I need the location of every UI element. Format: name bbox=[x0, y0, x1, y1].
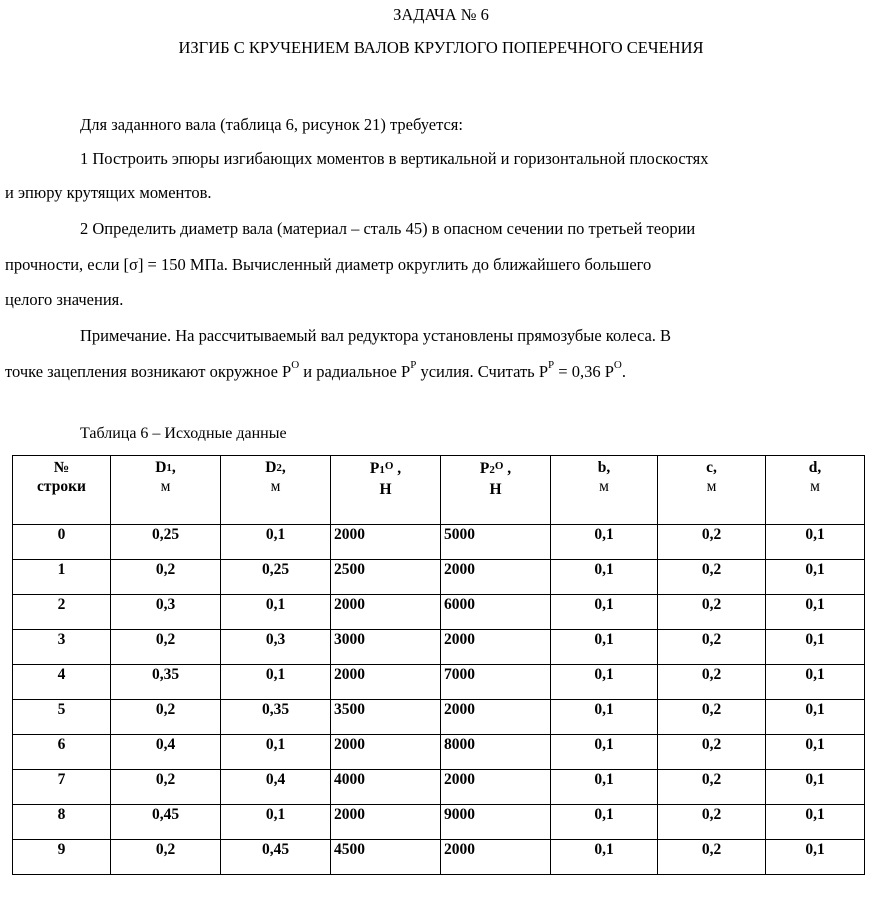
table-cell: 5000 bbox=[441, 525, 551, 560]
header-b: b, м bbox=[551, 456, 658, 525]
table-cell: 0,1 bbox=[766, 525, 865, 560]
table-cell: 9000 bbox=[441, 805, 551, 840]
table-cell: 0,3 bbox=[111, 595, 221, 630]
table-cell: 3000 bbox=[331, 630, 441, 665]
header-d: d, м bbox=[766, 456, 865, 525]
note-line-2: точке зацепления возникают окружное $P^O$ и радиальное $P^P$ усилия. Считать $P^P = 0,36$ $P^O$. bbox=[5, 359, 626, 381]
table-cell: 2000 bbox=[441, 630, 551, 665]
table-row bbox=[13, 595, 865, 630]
table-cell: 0,25 bbox=[111, 525, 221, 560]
row-number-cell: 6 bbox=[13, 735, 111, 770]
intro-text: Для заданного вала (таблица 6, рисунок 21) требуется: bbox=[80, 115, 463, 134]
table-cell: 0,1 bbox=[221, 805, 331, 840]
table-cell: 0,1 bbox=[551, 840, 658, 875]
table-cell: 2000 bbox=[441, 700, 551, 735]
source-data-table bbox=[12, 455, 865, 875]
table-cell: 0,4 bbox=[221, 770, 331, 805]
table-cell: 0,1 bbox=[766, 630, 865, 665]
table-row bbox=[13, 770, 865, 805]
table-cell: 4500 bbox=[331, 840, 441, 875]
table-cell: 2000 bbox=[331, 525, 441, 560]
table-cell: 0,35 bbox=[221, 700, 331, 735]
table-cell: 0,2 bbox=[111, 560, 221, 595]
table-cell: 6000 bbox=[441, 595, 551, 630]
item2-line-2: прочности, если [σ] = 150 МПа. Вычисленный диаметр округлить до ближайшего большего bbox=[5, 255, 652, 274]
table-row bbox=[13, 525, 865, 560]
table-row bbox=[13, 560, 865, 595]
table-cell: 0,2 bbox=[658, 630, 766, 665]
table-cell: 2000 bbox=[441, 560, 551, 595]
table-caption: Таблица 6 – Исходные данные bbox=[80, 425, 287, 442]
table-cell: 7000 bbox=[441, 665, 551, 700]
table-row bbox=[13, 840, 865, 875]
table-cell: 0,1 bbox=[766, 665, 865, 700]
table-row bbox=[13, 735, 865, 770]
table-cell: 0,2 bbox=[658, 665, 766, 700]
header-p1: $P_1^O$ , Н bbox=[331, 456, 441, 525]
table-cell: 2500 bbox=[331, 560, 441, 595]
table-header-row bbox=[13, 456, 865, 525]
table-cell: 2000 bbox=[331, 735, 441, 770]
note-line-1: Примечание. На рассчитываемый вал редуктора установлены прямозубые колеса. В bbox=[80, 326, 672, 345]
table-cell: 0,1 bbox=[551, 630, 658, 665]
table-cell: 0,1 bbox=[766, 560, 865, 595]
table-cell: 8000 bbox=[441, 735, 551, 770]
table-cell: 0,1 bbox=[766, 840, 865, 875]
table-cell: 0,1 bbox=[766, 770, 865, 805]
table-cell: 0,25 bbox=[221, 560, 331, 595]
table-cell: 0,45 bbox=[111, 805, 221, 840]
table-cell: 0,2 bbox=[658, 560, 766, 595]
table-cell: 0,1 bbox=[766, 700, 865, 735]
header-c: c, м bbox=[658, 456, 766, 525]
table-cell: 0,1 bbox=[221, 595, 331, 630]
table-cell: 4000 bbox=[331, 770, 441, 805]
table-cell: 0,2 bbox=[111, 630, 221, 665]
table-cell: 0,2 bbox=[658, 525, 766, 560]
table-row bbox=[13, 665, 865, 700]
table-row bbox=[13, 805, 865, 840]
table-cell: 0,1 bbox=[551, 700, 658, 735]
row-number-cell: 5 bbox=[13, 700, 111, 735]
topic-title: ИЗГИБ С КРУЧЕНИЕМ ВАЛОВ КРУГЛОГО ПОПЕРЕЧНОГО СЕЧЕНИЯ bbox=[178, 38, 704, 57]
table-cell: 0,4 bbox=[111, 735, 221, 770]
row-number-cell: 2 bbox=[13, 595, 111, 630]
table-cell: 0,1 bbox=[551, 665, 658, 700]
table-cell: 3500 bbox=[331, 700, 441, 735]
table-cell: 0,3 bbox=[221, 630, 331, 665]
header-row-number: № строки bbox=[13, 456, 111, 525]
table-cell: 0,2 bbox=[658, 840, 766, 875]
table-cell: 0,1 bbox=[221, 735, 331, 770]
table-cell: 0,2 bbox=[658, 805, 766, 840]
table-cell: 2000 bbox=[331, 595, 441, 630]
row-number-cell: 1 bbox=[13, 560, 111, 595]
table-cell: 0,1 bbox=[551, 770, 658, 805]
table-cell: 0,1 bbox=[551, 595, 658, 630]
table-cell: 2000 bbox=[441, 770, 551, 805]
table-cell: 0,1 bbox=[551, 560, 658, 595]
table-cell: 0,2 bbox=[658, 595, 766, 630]
table-cell: 0,1 bbox=[766, 735, 865, 770]
item1-line-2: и эпюру крутящих моментов. bbox=[5, 183, 212, 202]
item2-line-1: 2 Определить диаметр вала (материал – сталь 45) в опасном сечении по третьей теории bbox=[80, 219, 696, 238]
table-cell: 0,1 bbox=[551, 525, 658, 560]
header-p2: $P_2^O$ , Н bbox=[441, 456, 551, 525]
table-body bbox=[13, 525, 865, 875]
table-row bbox=[13, 630, 865, 665]
table-cell: 0,1 bbox=[551, 805, 658, 840]
header-d1: $D_1$, м bbox=[111, 456, 221, 525]
task-title: ЗАДАЧА № 6 bbox=[393, 5, 489, 24]
table-cell: 0,2 bbox=[111, 770, 221, 805]
table-cell: 0,1 bbox=[551, 735, 658, 770]
row-number-cell: 7 bbox=[13, 770, 111, 805]
table-cell: 0,1 bbox=[766, 805, 865, 840]
row-number-cell: 9 bbox=[13, 840, 111, 875]
row-number-cell: 3 bbox=[13, 630, 111, 665]
table-cell: 0,1 bbox=[221, 525, 331, 560]
table-cell: 0,45 bbox=[221, 840, 331, 875]
item1-line-1: 1 Построить эпюры изгибающих моментов в вертикальной и горизонтальной плоскостях bbox=[80, 149, 709, 168]
table-cell: 0,2 bbox=[658, 735, 766, 770]
table-cell: 0,1 bbox=[221, 665, 331, 700]
table-cell: 0,2 bbox=[111, 700, 221, 735]
table-cell: 0,2 bbox=[111, 840, 221, 875]
row-number-cell: 8 bbox=[13, 805, 111, 840]
header-d2: $D_2$, м bbox=[221, 456, 331, 525]
row-number-cell: 4 bbox=[13, 665, 111, 700]
table-cell: 2000 bbox=[331, 665, 441, 700]
table-cell: 0,2 bbox=[658, 770, 766, 805]
table-cell: 0,35 bbox=[111, 665, 221, 700]
row-number-cell: 0 bbox=[13, 525, 111, 560]
table-cell: 0,2 bbox=[658, 700, 766, 735]
table-row bbox=[13, 700, 865, 735]
table-cell: 2000 bbox=[331, 805, 441, 840]
item2-line-3: целого значения. bbox=[5, 290, 124, 309]
table-cell: 0,1 bbox=[766, 595, 865, 630]
table-cell: 2000 bbox=[441, 840, 551, 875]
